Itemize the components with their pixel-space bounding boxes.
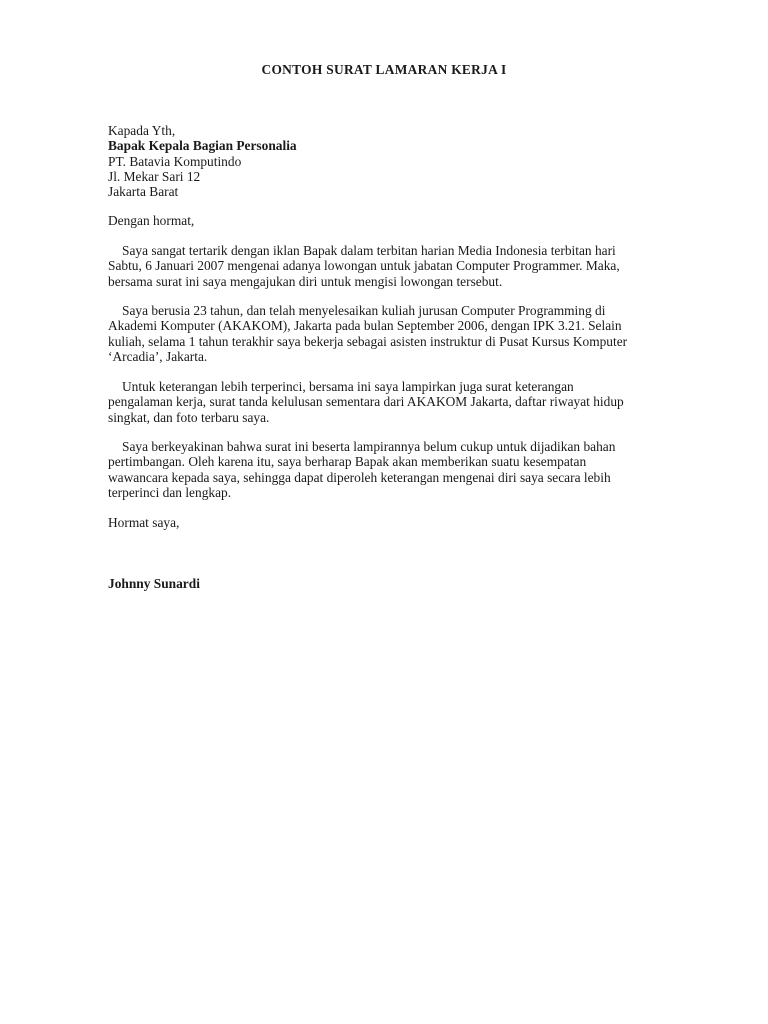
paragraph-line: Saya berusia 23 tahun, dan telah menyelesaikan kuliah jurusan Computer Programming di — [122, 303, 606, 318]
signature — [108, 576, 708, 591]
recipient-greeting: Kapada Yth, — [108, 123, 176, 138]
paragraph-line: ‘Arcadia’, Jakarta. — [108, 348, 208, 364]
paragraph-line: Untuk keterangan lebih terperinci, bersama ini saya lampirkan juga surat keterangan — [122, 379, 574, 394]
paragraph-line: pengalaman kerja, surat tanda kelulusan sementara dari AKAKOM Jakarta, daftar riwayat hidup — [108, 394, 624, 410]
salutation-text: Dengan hormat, — [108, 213, 195, 228]
recipient-company: PT. Batavia Komputindo — [108, 153, 242, 169]
recipient-name: Bapak Kepala Bagian Personalia — [108, 138, 297, 154]
closing-text: Hormat saya, — [108, 515, 180, 530]
paragraph-line: bersama surat ini saya mengajukan diri untuk mengisi lowongan tersebut. — [108, 273, 503, 289]
paragraph-line: Sabtu, 6 Januari 2007 mengenai adanya lowongan untuk jabatan Computer Programmer. Maka, — [108, 258, 620, 274]
salutation — [108, 213, 708, 228]
recipient-city: Jakarta Barat — [108, 184, 179, 200]
paragraph-line: singkat, dan foto terbaru saya. — [108, 409, 270, 425]
paragraph-line: Akademi Komputer (AKAKOM), Jakarta pada bulan September 2006, dengan IPK 3.21. Selain — [108, 318, 622, 334]
paragraph-2 — [108, 303, 708, 364]
recipient-address — [108, 123, 708, 199]
paragraph-4 — [108, 439, 708, 500]
paragraph-line: wawancara kepada saya, sehingga dapat diperoleh keterangan mengenai diri saya secara lebih — [108, 469, 611, 485]
paragraph-3 — [108, 379, 708, 425]
paragraph-line: kuliah, selama 1 tahun terakhir saya bekerja sebagai asisten instruktur di Pusat Kursus Komputer — [108, 333, 628, 349]
closing — [108, 515, 708, 530]
paragraph-line: terperinci dan lengkap. — [108, 484, 232, 500]
paragraph-line: Saya sangat tertarik dengan iklan Bapak dalam terbitan harian Media Indonesia terbitan hari — [122, 243, 616, 258]
signature-name: Johnny Sunardi — [108, 576, 200, 591]
paragraph-line: pertimbangan. Oleh karena itu, saya berharap Bapak akan memberikan suatu kesempatan — [108, 454, 587, 470]
paragraph-line: Saya berkeyakinan bahwa surat ini beserta lampirannya belum cukup untuk dijadikan bahan — [122, 439, 616, 454]
recipient-street: Jl. Mekar Sari 12 — [108, 168, 201, 184]
letter-title: CONTOH SURAT LAMARAN KERJA I — [261, 62, 507, 77]
paragraph-1 — [108, 243, 708, 289]
